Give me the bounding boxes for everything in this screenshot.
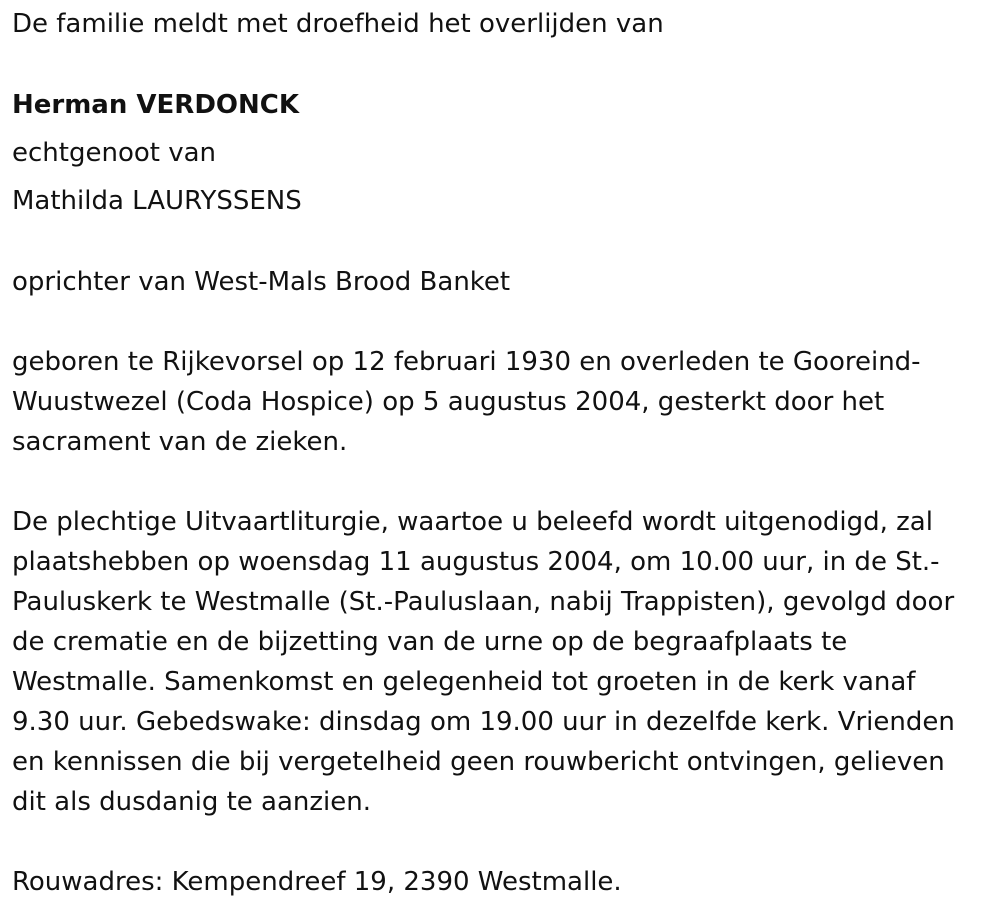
occupation-text: oprichter van West-Mals Brood Banket (12, 267, 511, 297)
intro-text: De familie meldt met droefheid het overlijden van (12, 9, 664, 39)
funeral-details-paragraph: De plechtige Uitvaartliturgie, waartoe u beleefd wordt uitgenodigd, zal plaatshebben op woensdag 11 augustus 2004, om 10.00 uur, in de St.-Pauluskerk te Westmalle (St.-Pauluslaan, nabij Trappisten), gevolgd door de crematie en de bijzetting van de urne op de begraafplaats te Westmalle. Samenkomst en gelegenheid tot groeten in de kerk vanaf 9.30 uur. Gebedswake: dinsdag om 19.00 uur in dezelfde kerk. Vrienden en kennissen die bij vergetelheid geen rouwbericht ontvingen, gelieven dit als dusdanig te aanzien. (12, 507, 955, 817)
mourning-address: Rouwadres: Kempendreef 19, 2390 Westmalle. (12, 867, 622, 897)
spouse-name: Mathilda LAURYSSENS (12, 186, 302, 216)
spouse-label: echtgenoot van (12, 138, 217, 168)
deceased-name: Herman VERDONCK (12, 90, 299, 120)
birth-death-paragraph: geboren te Rijkevorsel op 12 februari 1930 en overleden te Gooreind-Wuustwezel (Coda Hospice) op 5 augustus 2004, gesterkt door het sacrament van de zieken. (12, 347, 921, 457)
